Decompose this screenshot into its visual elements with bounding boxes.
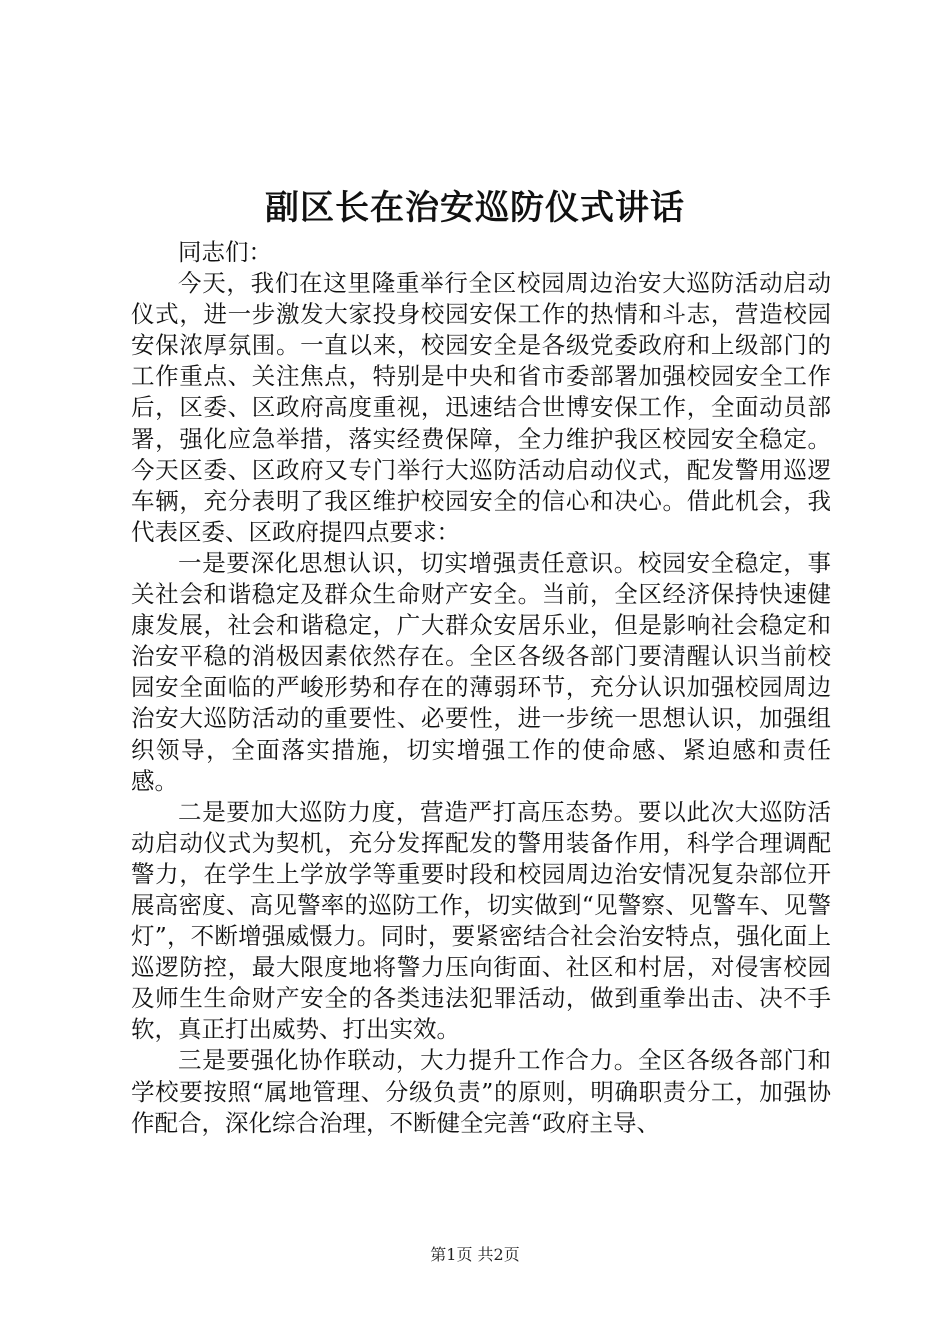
paragraph-4: 三是要强化协作联动，大力提升工作合力。全区各级各部门和学校要按照“属地管理、分级负责”的原则，明确职责分工，加强协作配合，深化综合治理，不断健全完善“政府主导、 — [131, 1046, 831, 1137]
document-body — [131, 237, 831, 1139]
paragraph-3: 二是要加大巡防力度，营造严打高压态势。要以此次大巡防活动启动仪式为契机，充分发挥配发的警用装备作用，科学合理调配警力，在学生上学放学等重要时段和校园周边治安情况复杂部位开展高密度、高见警率的巡防工作，切实做到“见警察、见警车、见警灯”，不断增强威慑力。同时，要紧密结合社会治安特点，强化面上巡逻防控，最大限度地将警力压向街面、社区和村居，对侵害校园及师生生命财产安全的各类违法犯罪活动，做到重拳出击、决不手软，真正打出威势、打出实效。 — [131, 797, 831, 1044]
page-footer: 第1页 共2页 — [430, 1245, 520, 1264]
paragraph-1: 今天，我们在这里隆重举行全区校园周边治安大巡防活动启动仪式，进一步激发大家投身校园安保工作的热情和斗志，营造校园安保浓厚氛围。一直以来，校园安全是各级党委政府和上级部门的工作重点、关注焦点，特别是中央和省市委部署加强校园安全工作后，区委、区政府高度重视，迅速结合世博安保工作，全面动员部署，强化应急举措，落实经费保障，全力维护我区校园安全稳定。今天区委、区政府又专门举行大巡防活动启动仪式，配发警用巡逻车辆，充分表明了我区维护校园安全的信心和决心。借此机会，我代表区委、区政府提四点要求： — [131, 269, 831, 546]
salutation: 同志们： — [178, 238, 272, 266]
document-title: 副区长在治安巡防仪式讲话 — [265, 188, 685, 228]
paragraph-2: 一是要深化思想认识，切实增强责任意识。校园安全稳定，事关社会和谐稳定及群众生命财产安全。当前，全区经济保持快速健康发展，社会和谐稳定，广大群众安居乐业，但是影响社会稳定和治安平稳的消极因素依然存在。全区各级各部门要清醒认识当前校园安全面临的严峻形势和存在的薄弱环节，充分认识加强校园周边治安大巡防活动的重要性、必要性，进一步统一思想认识，加强组织领导，全面落实措施，切实增强工作的使命感、紧迫感和责任感。 — [131, 548, 831, 795]
